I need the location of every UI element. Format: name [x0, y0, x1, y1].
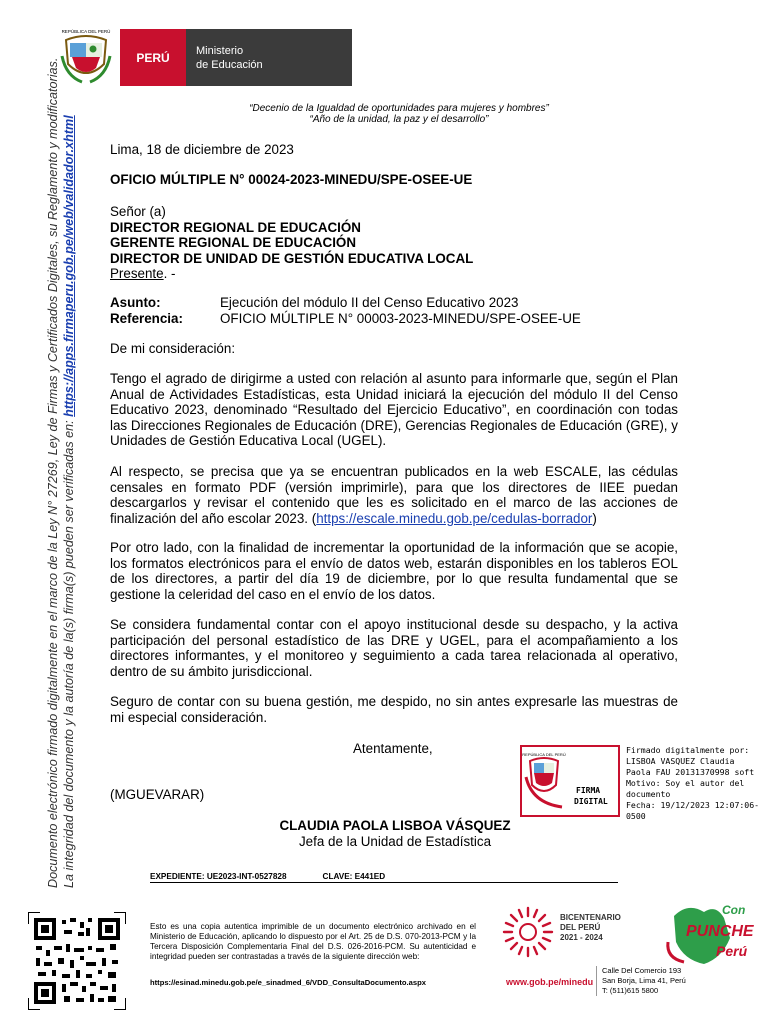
salutation-prefix: Señor (a)	[110, 204, 166, 219]
ministry-badge	[186, 29, 352, 86]
decenio-slogan	[0, 103, 768, 125]
gob-pe-link[interactable]: www.gob.pe/minedu	[506, 977, 594, 987]
side-legal-note	[45, 57, 77, 888]
asunto-value: Ejecución del módulo II del Censo Educativo 2023	[220, 295, 519, 310]
decenio-line2: “Año de la unidad, la paz y el desarrollo”	[309, 114, 489, 125]
decenio-line1: “Decenio de la Igualdad de oportunidades para mujeres y hombres”	[249, 103, 549, 114]
sig-line: Fecha: 19/12/2023 12:07:06-0500	[626, 800, 760, 821]
escale-link[interactable]: https://escale.minedu.gob.pe/cedulas-borrador	[316, 510, 593, 526]
authenticity-note: Esto es una copia autentica imprimible de un documento electrónico archivado en el Ministerio de Educación, aplicando lo dispuesto por el Art. 25 de D.S. 070-2013-PCM y la Tercera Disposición Complementaria Final del D.S. 026-2016-PCM. Su autenticidad e integridad pueden ser contrastadas a través de la siguiente dirección web:	[150, 922, 476, 961]
paragraph-1: Tengo el agrado de dirigirme a usted con relación al asunto para informarle que, según el Plan Anual de Actividades Estadísticas, esta Unidad iniciará la ejecución del módulo II del Censo Educativo 2023, denominado “Resultado del Ejercicio Educativo”, en coordinación con todas las Direcciones Regionales de Educación (DRE), Gerencias Regionales de Educación (GRE), y Unidades de Gestión Educativa Local (UGEL).	[110, 371, 678, 448]
punche-con: Con	[722, 903, 746, 917]
sig-line: LISBOA VASQUEZ Claudia	[626, 756, 735, 766]
asunto-row	[110, 295, 678, 311]
recipient-dre: DIRECTOR REGIONAL DE EDUCACIÓN	[110, 219, 361, 235]
paragraph-5: Seguro de contar con su buena gestión, me despido, no sin antes expresarle las muestras de mi especial consideración.	[110, 694, 678, 725]
greeting: De mi consideración:	[110, 341, 236, 356]
asunto-label: Asunto:	[110, 295, 161, 310]
firma-label: FIRMA	[576, 786, 601, 795]
paragraph-2-close: )	[592, 510, 597, 526]
digital-signature-text	[626, 745, 768, 822]
sig-line: Firmado digitalmente por:	[626, 745, 750, 755]
peru-coat-of-arms-logo	[60, 26, 112, 86]
validator-link[interactable]: https://apps.firmaperu.gob.pe/web/validador.xhtml	[62, 115, 76, 417]
ministry-address	[596, 966, 722, 996]
address-phone: T: (511)615 5800	[602, 986, 659, 995]
signer-name: CLAUDIA PAOLA LISBOA VÁSQUEZ	[279, 818, 511, 833]
recipient-gre: GERENTE REGIONAL DE EDUCACIÓN	[110, 235, 357, 250]
side-note-line2	[61, 88, 77, 888]
referencia-row	[110, 311, 678, 327]
punche-word: PUNCHE	[686, 923, 754, 940]
sig-line: Motivo: Soy el autor del	[626, 778, 745, 788]
address-line1: Calle Del Comercio 193	[602, 966, 682, 975]
salutation	[110, 204, 678, 282]
referencia-label: Referencia:	[110, 310, 183, 326]
consulta-link[interactable]: https://esinad.minedu.gob.pe/e_sinadmed_6/VDD_ConsultaDocumento.aspx	[150, 978, 426, 987]
oficio-number: OFICIO MÚLTIPLE N° 00024-2023-MINEDU/SPE-OSEE-UE	[110, 172, 473, 187]
qr-code[interactable]	[28, 912, 126, 1010]
recipient-ugel: DIRECTOR DE UNIDAD DE GESTIÓN EDUCATIVA LOCAL	[110, 250, 474, 266]
con-punche-peru-logo	[664, 898, 764, 970]
bicent-line1: BICENTENARIO	[560, 913, 621, 922]
initials: (MGUEVARAR)	[110, 787, 205, 802]
presente	[110, 266, 678, 282]
clave: CLAVE: E441ED	[322, 872, 386, 881]
punche-peru: Perú	[716, 943, 748, 959]
digital-label: DIGITAL	[574, 797, 608, 806]
side-note-line1: Documento electrónico firmado digitalmente en el marco de la Ley N° 27269, Ley de Firmas y Certificados Digitales, su Reglamento y modificatorias.	[46, 57, 60, 888]
stamp-caption: REPÚBLICA DEL PERÚ	[522, 752, 566, 757]
side-note-prefix: La integridad del documento y la autoría de la(s) firma(s) pueden ser verificadas en:	[62, 420, 76, 888]
sig-line: documento	[626, 789, 671, 799]
signer-title: Jefa de la Unidad de Estadística	[298, 834, 492, 849]
paragraph-3: Por otro lado, con la finalidad de incrementar la oportunidad de la información que se acopie, los formatos electrónicos para el envío de datos web, estarán disponibles en los tableros EOL de los directores, a partir del día 19 de diciembre, por lo que resulta fundamental que se gestione la celeridad del caso en el envío de los datos.	[110, 540, 678, 602]
referencia-value: OFICIO MÚLTIPLE N° 00003-2023-MINEDU/SPE-OSEE-UE	[220, 310, 581, 326]
closing: Atentamente,	[353, 741, 433, 756]
paragraph-2	[110, 464, 678, 526]
signer-block	[220, 818, 570, 850]
bicent-line3: 2021 - 2024	[560, 933, 603, 942]
shield-caption: REPÚBLICA DEL PERÚ	[61, 29, 111, 34]
paragraph-4: Se considera fundamental contar con el apoyo institucional desde su despacho, y la activa participación del personal estadístico de las DRE y UGEL, para el acompañamiento a los directores informantes, y el monitoreo y seguimiento a cada tarea relacionada al operativo, dentro de su ámbito jurisdiccional.	[110, 617, 678, 679]
place-date: Lima, 18 de diciembre de 2023	[110, 142, 294, 157]
expediente-row	[150, 872, 385, 881]
presente-word: Presente	[110, 266, 164, 281]
bicentenario-text	[560, 913, 621, 943]
ministry-line2: de Educación	[196, 58, 263, 71]
digital-signature-stamp	[520, 745, 620, 817]
presente-suffix: . -	[163, 266, 176, 281]
paragraph-2-text: Al respecto, se precisa que ya se encuentran publicados en la web ESCALE, las cédulas censales en formato PDF (versión imprimirle), para que los directores de IIEE puedan descargarlos y revisar el contenido que les es solicitado en el marco de las acciones de finalización del año escolar 2023. (	[110, 464, 678, 526]
subject-block	[110, 295, 678, 326]
firma-digital-logo	[522, 747, 618, 815]
address-line2: San Borja, Lima 41, Perú	[602, 976, 686, 985]
sig-line: Paola FAU 20131370998 soft	[626, 767, 755, 777]
expediente: EXPEDIENTE: UE2023-INT-0527828	[150, 872, 287, 881]
footer-divider	[150, 882, 618, 883]
peru-badge	[120, 29, 186, 86]
bicent-line2: DEL PERÚ	[560, 923, 601, 932]
ministry-line1: Ministerio	[196, 44, 244, 57]
peru-label: PERÚ	[136, 50, 170, 65]
